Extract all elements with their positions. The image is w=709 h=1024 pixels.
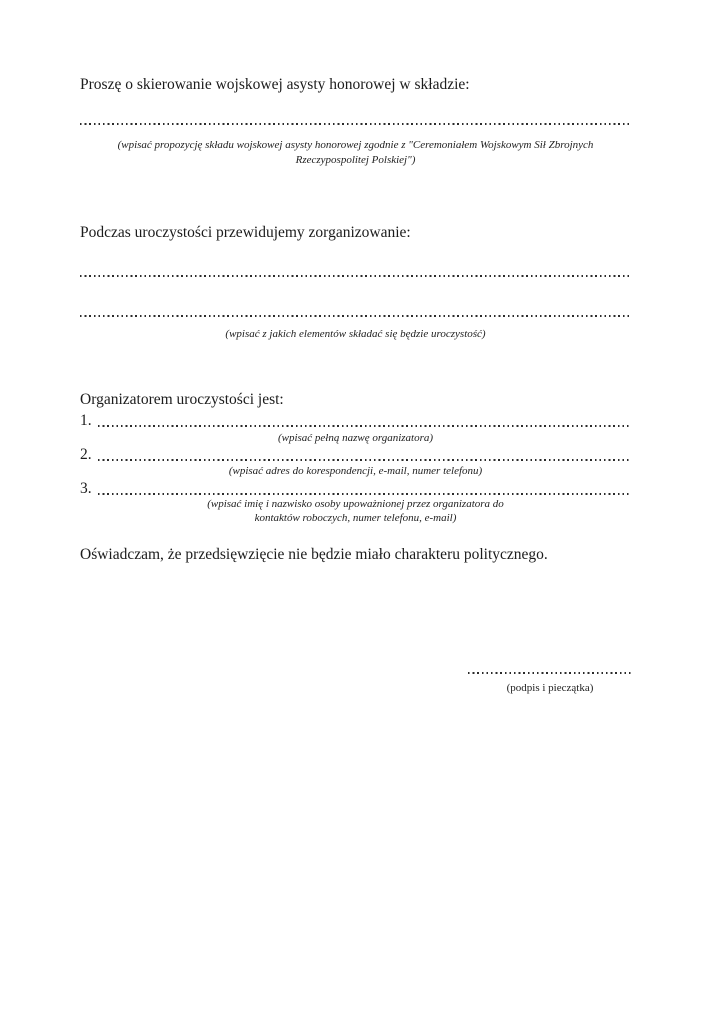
request-fill-line [80,123,631,125]
organizer-item-3 [80,480,631,498]
organizer-item-3-number: 3. [80,480,92,497]
organizer-item-2 [80,446,631,464]
organizer-item-1-number: 1. [80,412,92,429]
ceremony-hint-line: (wpisać z jakich elementów składać się będzie uroczystość) [225,328,486,340]
organizer-item-1 [80,412,631,430]
ceremony-heading: Podczas uroczystości przewidujemy zorganizowanie: [80,224,411,241]
organizer-item-3-hint-line-1: (wpisać imię i nazwisko osoby upoważnionej przez organizatora do [207,498,504,510]
organizer-item-1-fill-line [98,412,631,427]
ceremony-fill-line-2 [80,315,631,317]
declaration-statement: Oświadczam, że przedsięwzięcie nie będzie miało charakteru politycznego. [80,546,548,563]
organizer-item-2-hint [80,464,631,479]
ceremony-fill-line-1 [80,275,631,277]
organizer-item-3-hint [80,497,631,525]
organizer-item-2-hint-line: (wpisać adres do korespondencji, e-mail, numer telefonu) [228,465,483,477]
organizer-heading: Organizatorem uroczystości jest: [80,391,284,408]
request-hint-line-2: Rzeczypospolitej Polskiej") [295,154,416,166]
request-hint [80,138,631,168]
organizer-item-3-fill-line [98,480,631,495]
organizer-item-1-hint-line: (wpisać pełną nazwę organizatora) [277,432,434,444]
signature-caption-line: (podpis i pieczątka) [506,682,594,694]
signature-fill-line [468,672,632,674]
organizer-item-1-hint [80,431,631,446]
organizer-item-2-number: 2. [80,446,92,463]
ceremony-hint [80,327,631,342]
request-hint-line-1: (wpisać propozycję składu wojskowej asysty honorowej zgodnie z "Ceremoniałem Wojskowym Sił Zbrojnych [117,139,594,151]
request-heading: Proszę o skierowanie wojskowej asysty honorowej w składzie: [80,76,470,93]
organizer-item-3-hint-line-2: kontaktów roboczych, numer telefonu, e-mail) [254,512,457,524]
signature-caption [448,681,652,696]
organizer-item-2-fill-line [98,446,631,461]
